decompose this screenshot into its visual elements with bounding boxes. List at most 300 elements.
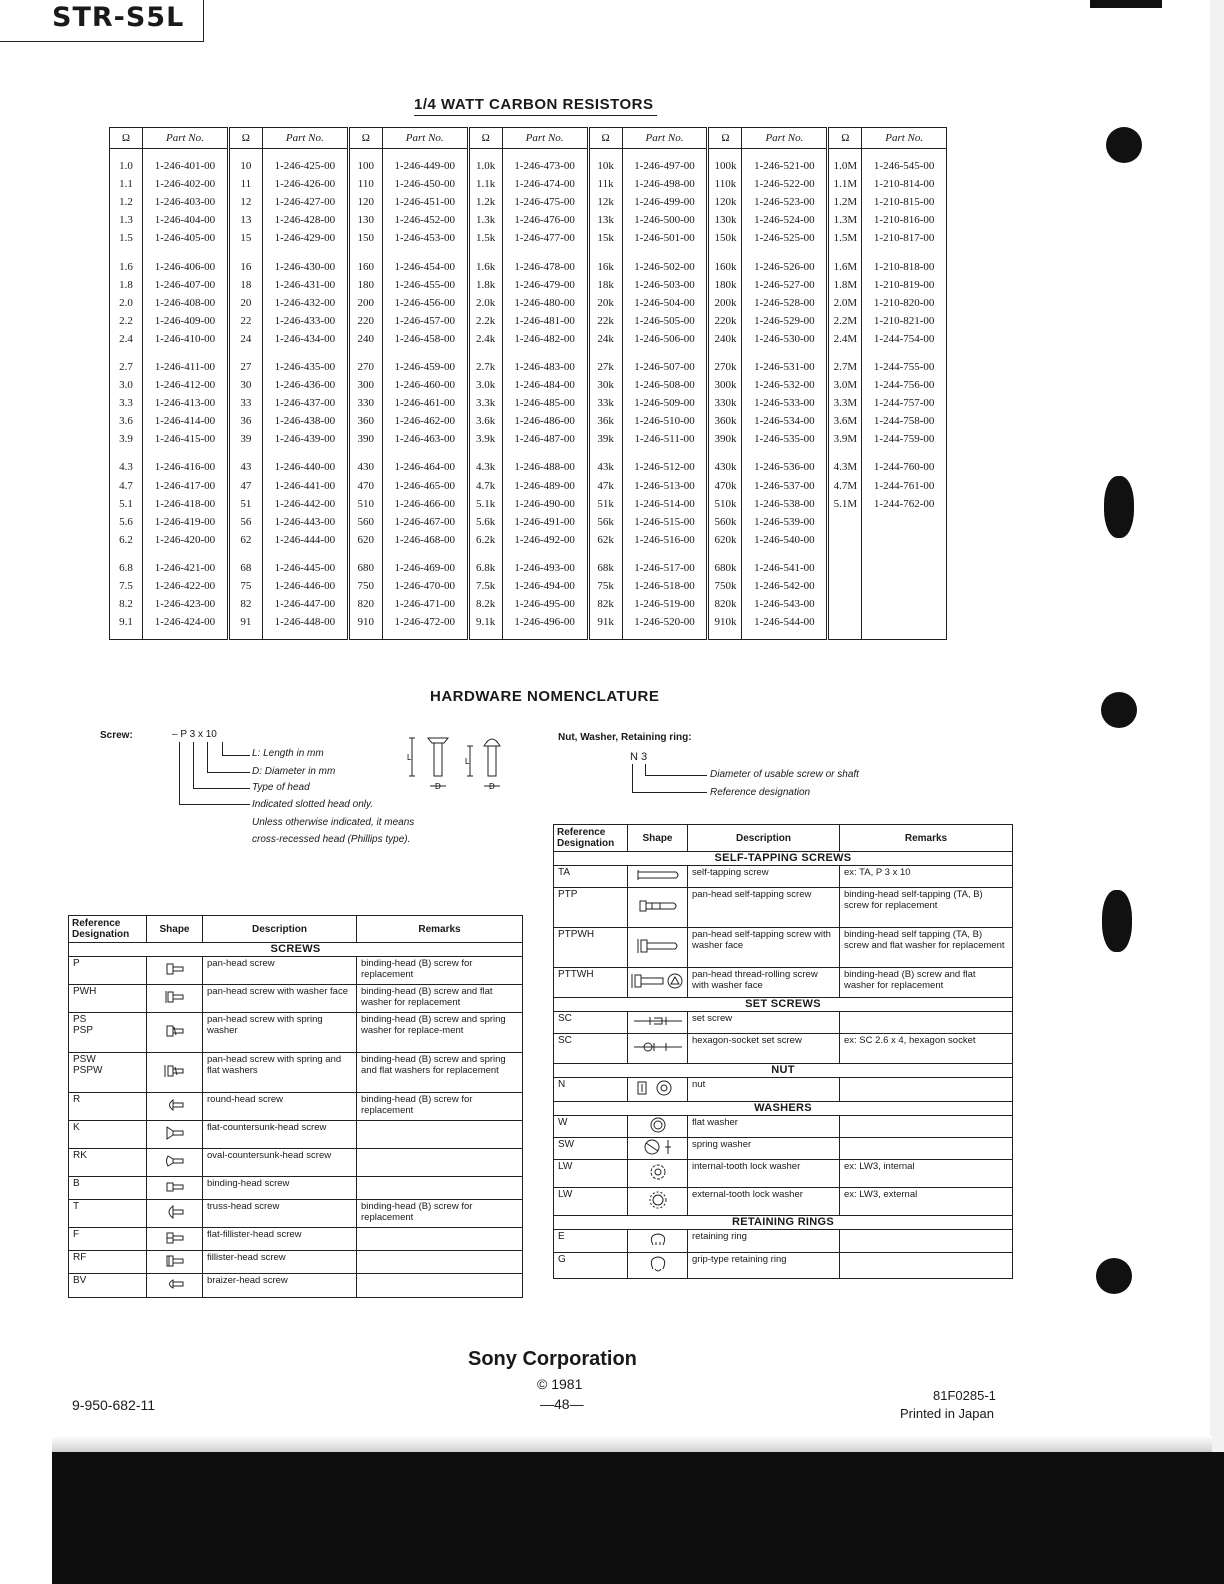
- resistance-value: 16: [228, 247, 262, 275]
- part-number: 1-244-756-00: [862, 376, 947, 394]
- remarks: binding-head (B) screw and flat washer for replacement: [357, 985, 523, 1013]
- part-number: 1-246-534-00: [742, 412, 828, 430]
- punch-hole: [1102, 890, 1132, 952]
- resistance-value: 3.9M: [828, 430, 862, 448]
- header-shape: Shape: [147, 916, 203, 943]
- resistance-value: 13: [228, 211, 262, 229]
- resistance-value: 1.5k: [468, 229, 502, 247]
- resistance-value: 2.2: [110, 312, 143, 330]
- hardware-row: [69, 1251, 523, 1274]
- part-number: 1-246-507-00: [622, 348, 708, 376]
- part-number: 1-246-495-00: [502, 595, 588, 613]
- resistor-row: [110, 193, 947, 211]
- hardware-row: [69, 1093, 523, 1121]
- resistance-value: 33: [228, 394, 262, 412]
- part-number: 1-246-490-00: [502, 495, 588, 513]
- resistance-value: 24k: [588, 330, 622, 348]
- resistance-value: 3.6M: [828, 412, 862, 430]
- section-title: WASHERS: [554, 1102, 1013, 1116]
- description: round-head screw: [203, 1093, 357, 1121]
- resistance-value: 680: [348, 549, 382, 577]
- resistance-value: 82: [228, 595, 262, 613]
- resistance-value: 200: [348, 294, 382, 312]
- resistance-value: 360k: [708, 412, 742, 430]
- company-name: Sony Corporation: [468, 1348, 637, 1370]
- part-number: 1-246-442-00: [262, 495, 348, 513]
- part-number: 1-246-406-00: [143, 247, 229, 275]
- part-number: 1-246-494-00: [502, 577, 588, 595]
- part-number: 1-246-496-00: [502, 613, 588, 640]
- bracket-line: [179, 804, 250, 805]
- resistance-value: 820: [348, 595, 382, 613]
- part-number: 1-246-414-00: [143, 412, 229, 430]
- part-number: 1-246-544-00: [742, 613, 828, 640]
- part-number: 1-246-433-00: [262, 312, 348, 330]
- part-number: 1-246-449-00: [382, 149, 468, 176]
- resistance-value: 1.2: [110, 193, 143, 211]
- resistance-value: 300k: [708, 376, 742, 394]
- part-number: 1-246-464-00: [382, 448, 468, 476]
- resistor-row: [110, 229, 947, 247]
- remarks: binding-head (B) screw and spring washer for replace-ment: [357, 1013, 523, 1053]
- punch-hole: [1104, 476, 1134, 538]
- resistance-value: 200k: [708, 294, 742, 312]
- part-number: 1-246-419-00: [143, 513, 229, 531]
- part-number: 1-246-498-00: [622, 175, 708, 193]
- part-number: 1-246-470-00: [382, 577, 468, 595]
- resistance-value: 2.0M: [828, 294, 862, 312]
- hardware-row: [554, 1012, 1013, 1034]
- part-number: 1-246-448-00: [262, 613, 348, 640]
- resistance-value: 11k: [588, 175, 622, 193]
- resistance-value: 3.3k: [468, 394, 502, 412]
- part-number: 1-246-476-00: [502, 211, 588, 229]
- reference-designation: PTPWH: [554, 928, 628, 968]
- resistance-value: 2.4k: [468, 330, 502, 348]
- resistance-value: 3.3: [110, 394, 143, 412]
- part-number: 1-246-451-00: [382, 193, 468, 211]
- description: set screw: [688, 1012, 840, 1034]
- part-number: 1-246-463-00: [382, 430, 468, 448]
- resistance-value: 3.9k: [468, 430, 502, 448]
- description: retaining ring: [688, 1230, 840, 1253]
- bracket-line: [193, 788, 250, 789]
- resistor-row: [110, 276, 947, 294]
- resistance-value: 110k: [708, 175, 742, 193]
- part-number: 1-210-816-00: [862, 211, 947, 229]
- hardware-row: [554, 1230, 1013, 1253]
- resistance-value: 560: [348, 513, 382, 531]
- part-number: 1-246-527-00: [742, 276, 828, 294]
- hardware-row: [69, 1177, 523, 1200]
- punch-hole: [1101, 692, 1137, 728]
- reference-designation: SC: [554, 1034, 628, 1064]
- part-number: 1-246-509-00: [622, 394, 708, 412]
- screw-slot-note: Indicated slotted head only.: [252, 799, 374, 810]
- hardware-row: [69, 1121, 523, 1149]
- reference-designation: PTP: [554, 888, 628, 928]
- resistance-value: 1.3k: [468, 211, 502, 229]
- part-number: 1-246-533-00: [742, 394, 828, 412]
- screw-dimension-icon: [404, 732, 516, 794]
- reference-designation: RK: [69, 1149, 147, 1177]
- part-number: 1-210-815-00: [862, 193, 947, 211]
- resistance-value: 430: [348, 448, 382, 476]
- resistance-value: [828, 613, 862, 640]
- description: external-tooth lock washer: [688, 1188, 840, 1216]
- shape-icon: [147, 1053, 203, 1093]
- part-number: 1-246-421-00: [143, 549, 229, 577]
- resistor-row: [110, 376, 947, 394]
- resistance-value: 2.2k: [468, 312, 502, 330]
- part-number: 1-246-452-00: [382, 211, 468, 229]
- part-number: 1-246-481-00: [502, 312, 588, 330]
- reference-designation: T: [69, 1200, 147, 1228]
- resistance-value: 4.7: [110, 477, 143, 495]
- part-number: 1-244-758-00: [862, 412, 947, 430]
- part-number: 1-246-428-00: [262, 211, 348, 229]
- bracket-line: [632, 764, 633, 793]
- reference-designation: PTTWH: [554, 968, 628, 998]
- part-number: 1-246-510-00: [622, 412, 708, 430]
- section-title: NUT: [554, 1064, 1013, 1078]
- hardware-row: [69, 957, 523, 985]
- remarks: binding-head (B) screw and flat washer for replacement: [840, 968, 1013, 998]
- part-number: 1-246-418-00: [143, 495, 229, 513]
- remarks: binding-head self-tapping (TA, B) screw for replacement: [840, 888, 1013, 928]
- part-number: 1-246-542-00: [742, 577, 828, 595]
- part-number: 1-246-412-00: [143, 376, 229, 394]
- part-number: 1-246-458-00: [382, 330, 468, 348]
- part-number: 1-246-434-00: [262, 330, 348, 348]
- part-number: 1-246-514-00: [622, 495, 708, 513]
- part-number: 1-246-485-00: [502, 394, 588, 412]
- resistor-row: [110, 549, 947, 577]
- resistance-value: 18: [228, 276, 262, 294]
- resistance-value: 1.5: [110, 229, 143, 247]
- part-number: 1-246-535-00: [742, 430, 828, 448]
- column-header-part-no: Part No.: [502, 128, 588, 149]
- part-number: 1-246-462-00: [382, 412, 468, 430]
- part-number: 1-210-814-00: [862, 175, 947, 193]
- nut-label: Nut, Washer, Retaining ring:: [558, 732, 692, 743]
- part-number: 1-246-480-00: [502, 294, 588, 312]
- resistance-value: 1.1k: [468, 175, 502, 193]
- description: pan-head screw with washer face: [203, 985, 357, 1013]
- hardware-row: [554, 968, 1013, 998]
- part-number: 1-246-486-00: [502, 412, 588, 430]
- description: pan-head self-tapping screw with washer face: [688, 928, 840, 968]
- part-number: 1-246-436-00: [262, 376, 348, 394]
- resistance-value: 1.5M: [828, 229, 862, 247]
- resistance-value: 5.1: [110, 495, 143, 513]
- part-number: [862, 549, 947, 577]
- part-number: 1-246-456-00: [382, 294, 468, 312]
- resistance-value: 12k: [588, 193, 622, 211]
- part-number: 1-246-467-00: [382, 513, 468, 531]
- resistance-value: 270: [348, 348, 382, 376]
- section-row: [554, 998, 1013, 1012]
- header-remarks: Remarks: [357, 916, 523, 943]
- resistance-value: 6.8k: [468, 549, 502, 577]
- resistance-value: 430k: [708, 448, 742, 476]
- part-number: 1-244-759-00: [862, 430, 947, 448]
- description: nut: [688, 1078, 840, 1102]
- part-number: [862, 531, 947, 549]
- shape-icon: [147, 1251, 203, 1274]
- resistance-value: 3.3M: [828, 394, 862, 412]
- screw-example: – P 3 x 10: [172, 729, 217, 740]
- resistance-value: 24: [228, 330, 262, 348]
- part-number: 1-246-512-00: [622, 448, 708, 476]
- shape-icon: [628, 888, 688, 928]
- part-number: 1-246-516-00: [622, 531, 708, 549]
- part-number: 1-246-475-00: [502, 193, 588, 211]
- column-header-part-no: Part No.: [742, 128, 828, 149]
- part-number: 1-246-531-00: [742, 348, 828, 376]
- bracket-line: [222, 755, 250, 756]
- resistance-value: 220k: [708, 312, 742, 330]
- resistance-value: 91k: [588, 613, 622, 640]
- resistance-value: 2.7k: [468, 348, 502, 376]
- part-number: 1-246-430-00: [262, 247, 348, 275]
- reference-designation: N: [554, 1078, 628, 1102]
- part-number: 1-246-422-00: [143, 577, 229, 595]
- description: pan-head thread-rolling screw with washer face: [688, 968, 840, 998]
- resistance-value: 91: [228, 613, 262, 640]
- part-number: 1-246-525-00: [742, 229, 828, 247]
- description: flat-countersunk-head screw: [203, 1121, 357, 1149]
- part-number: 1-246-505-00: [622, 312, 708, 330]
- resistance-value: 3.0k: [468, 376, 502, 394]
- part-number: 1-246-500-00: [622, 211, 708, 229]
- part-number: 1-246-437-00: [262, 394, 348, 412]
- screw-table: [68, 915, 523, 1298]
- resistance-value: 8.2: [110, 595, 143, 613]
- resistance-value: 120k: [708, 193, 742, 211]
- part-number: 1-246-517-00: [622, 549, 708, 577]
- part-number: 1-246-468-00: [382, 531, 468, 549]
- remarks: ex: LW3, external: [840, 1188, 1013, 1216]
- shape-icon: [628, 1138, 688, 1160]
- part-number: 1-246-427-00: [262, 193, 348, 211]
- shape-icon: [628, 1160, 688, 1188]
- part-number: 1-246-491-00: [502, 513, 588, 531]
- part-number: 1-246-410-00: [143, 330, 229, 348]
- part-number: 1-246-426-00: [262, 175, 348, 193]
- part-number: 1-246-528-00: [742, 294, 828, 312]
- remarks: ex: TA, P 3 x 10: [840, 866, 1013, 888]
- bracket-line: [193, 742, 194, 789]
- column-header-part-no: Part No.: [622, 128, 708, 149]
- part-number: 1-246-539-00: [742, 513, 828, 531]
- fastener-table: [553, 824, 1013, 1279]
- part-number: 1-246-479-00: [502, 276, 588, 294]
- scan-background: [52, 1452, 1224, 1584]
- part-number: 1-246-519-00: [622, 595, 708, 613]
- part-number: 1-246-501-00: [622, 229, 708, 247]
- shape-icon: [628, 1230, 688, 1253]
- part-number: [862, 577, 947, 595]
- nut-example: N 3: [630, 751, 648, 763]
- resistance-value: 470k: [708, 477, 742, 495]
- part-number: 1-246-417-00: [143, 477, 229, 495]
- resistance-value: 240k: [708, 330, 742, 348]
- resistance-value: 390: [348, 430, 382, 448]
- resistor-row: [110, 495, 947, 513]
- section-row: [554, 1102, 1013, 1116]
- description: grip-type retaining ring: [688, 1253, 840, 1279]
- shape-icon: [147, 1274, 203, 1298]
- reference-designation: PS PSP: [69, 1013, 147, 1053]
- description: pan-head screw with spring washer: [203, 1013, 357, 1053]
- remarks: [840, 1138, 1013, 1160]
- resistance-value: 1.0: [110, 149, 143, 176]
- remarks: binding-head (B) screw and spring and flat washers for replacement: [357, 1053, 523, 1093]
- resistance-value: 10k: [588, 149, 622, 176]
- section-row: [554, 1216, 1013, 1230]
- shape-icon: [628, 1012, 688, 1034]
- resistance-value: 1.2k: [468, 193, 502, 211]
- hardware-row: [554, 1034, 1013, 1064]
- part-number: 1-246-469-00: [382, 549, 468, 577]
- reference-designation: R: [69, 1093, 147, 1121]
- resistance-value: 51: [228, 495, 262, 513]
- resistor-row: [110, 394, 947, 412]
- resistance-value: 160: [348, 247, 382, 275]
- resistance-value: 150k: [708, 229, 742, 247]
- resistance-value: 910: [348, 613, 382, 640]
- shape-icon: [628, 1078, 688, 1102]
- reference-designation: LW: [554, 1188, 628, 1216]
- reference-designation: LW: [554, 1160, 628, 1188]
- resistance-value: 270k: [708, 348, 742, 376]
- remarks: [357, 1228, 523, 1251]
- hardware-row: [69, 1228, 523, 1251]
- part-number: 1-246-440-00: [262, 448, 348, 476]
- part-number: 1-246-438-00: [262, 412, 348, 430]
- reference-designation: SW: [554, 1138, 628, 1160]
- part-number: 1-246-523-00: [742, 193, 828, 211]
- part-number: 1-246-511-00: [622, 430, 708, 448]
- resistance-value: 330k: [708, 394, 742, 412]
- resistance-value: 75: [228, 577, 262, 595]
- resistance-value: 620k: [708, 531, 742, 549]
- remarks: binding-head (B) screw for replacement: [357, 957, 523, 985]
- part-number: 1-246-413-00: [143, 394, 229, 412]
- dim-L-label: L: [465, 757, 470, 766]
- part-number: 1-246-529-00: [742, 312, 828, 330]
- resistance-value: 43: [228, 448, 262, 476]
- resistance-value: 390k: [708, 430, 742, 448]
- resistance-value: 62: [228, 531, 262, 549]
- column-header-part-no: Part No.: [862, 128, 947, 149]
- resistance-value: 4.3M: [828, 448, 862, 476]
- screw-label: Screw:: [100, 730, 133, 741]
- resistance-value: 180k: [708, 276, 742, 294]
- resistance-value: 1.6: [110, 247, 143, 275]
- resistor-row: [110, 513, 947, 531]
- reference-designation: SC: [554, 1012, 628, 1034]
- description: fillister-head screw: [203, 1251, 357, 1274]
- column-header-part-no: Part No.: [143, 128, 229, 149]
- resistance-value: 6.2: [110, 531, 143, 549]
- shape-icon: [147, 1121, 203, 1149]
- reference-designation: PSW PSPW: [69, 1053, 147, 1093]
- resistance-value: 1.3M: [828, 211, 862, 229]
- resistance-value: 7.5: [110, 577, 143, 595]
- part-number: 1-246-471-00: [382, 595, 468, 613]
- resistance-value: 2.4M: [828, 330, 862, 348]
- description: pan-head screw: [203, 957, 357, 985]
- resistance-value: 56: [228, 513, 262, 531]
- section-title: SELF-TAPPING SCREWS: [554, 852, 1013, 866]
- resistance-value: 56k: [588, 513, 622, 531]
- part-number: 1-246-513-00: [622, 477, 708, 495]
- remarks: binding-head (B) screw for replacement: [357, 1093, 523, 1121]
- dim-L-label: L: [407, 753, 412, 762]
- part-number: 1-246-405-00: [143, 229, 229, 247]
- part-number: 1-246-423-00: [143, 595, 229, 613]
- part-number: 1-244-762-00: [862, 495, 947, 513]
- part-number: 1-246-435-00: [262, 348, 348, 376]
- resistance-value: 3.6: [110, 412, 143, 430]
- resistance-value: 12: [228, 193, 262, 211]
- resistance-value: 330: [348, 394, 382, 412]
- part-number: 1-210-817-00: [862, 229, 947, 247]
- part-number: 1-246-402-00: [143, 175, 229, 193]
- resistor-row: [110, 312, 947, 330]
- description: flat-fillister-head screw: [203, 1228, 357, 1251]
- resistance-value: 2.0: [110, 294, 143, 312]
- resistance-value: 1.2M: [828, 193, 862, 211]
- bracket-line: [645, 775, 707, 776]
- part-number: 1-246-521-00: [742, 149, 828, 176]
- resistance-value: 9.1: [110, 613, 143, 640]
- header-shape: Shape: [628, 825, 688, 852]
- resistance-value: 1.6k: [468, 247, 502, 275]
- part-number: 1-246-409-00: [143, 312, 229, 330]
- part-number: 1-246-431-00: [262, 276, 348, 294]
- resistance-value: 910k: [708, 613, 742, 640]
- part-number: 1-246-493-00: [502, 549, 588, 577]
- resistance-value: 6.8: [110, 549, 143, 577]
- resistor-row: [110, 595, 947, 613]
- resistor-row: [110, 577, 947, 595]
- remarks: [840, 1012, 1013, 1034]
- part-number: 1-246-461-00: [382, 394, 468, 412]
- description: pan-head screw with spring and flat washers: [203, 1053, 357, 1093]
- part-number: 1-246-473-00: [502, 149, 588, 176]
- column-header-ohm: Ω: [228, 128, 262, 149]
- resistance-value: 15k: [588, 229, 622, 247]
- screw-type-note: Type of head: [252, 782, 310, 793]
- part-number: 1-246-489-00: [502, 477, 588, 495]
- column-header-ohm: Ω: [348, 128, 382, 149]
- resistance-value: 2.4: [110, 330, 143, 348]
- part-number: 1-246-441-00: [262, 477, 348, 495]
- shape-icon: [628, 1253, 688, 1279]
- resistance-value: 100: [348, 149, 382, 176]
- screw-note-line1: Unless otherwise indicated, it means: [252, 817, 415, 828]
- resistance-value: 5.6k: [468, 513, 502, 531]
- hardware-row: [554, 1253, 1013, 1279]
- punch-hole: [1106, 127, 1142, 163]
- resistance-value: 7.5k: [468, 577, 502, 595]
- resistor-row: [110, 247, 947, 275]
- shape-icon: [628, 1034, 688, 1064]
- resistance-value: 15: [228, 229, 262, 247]
